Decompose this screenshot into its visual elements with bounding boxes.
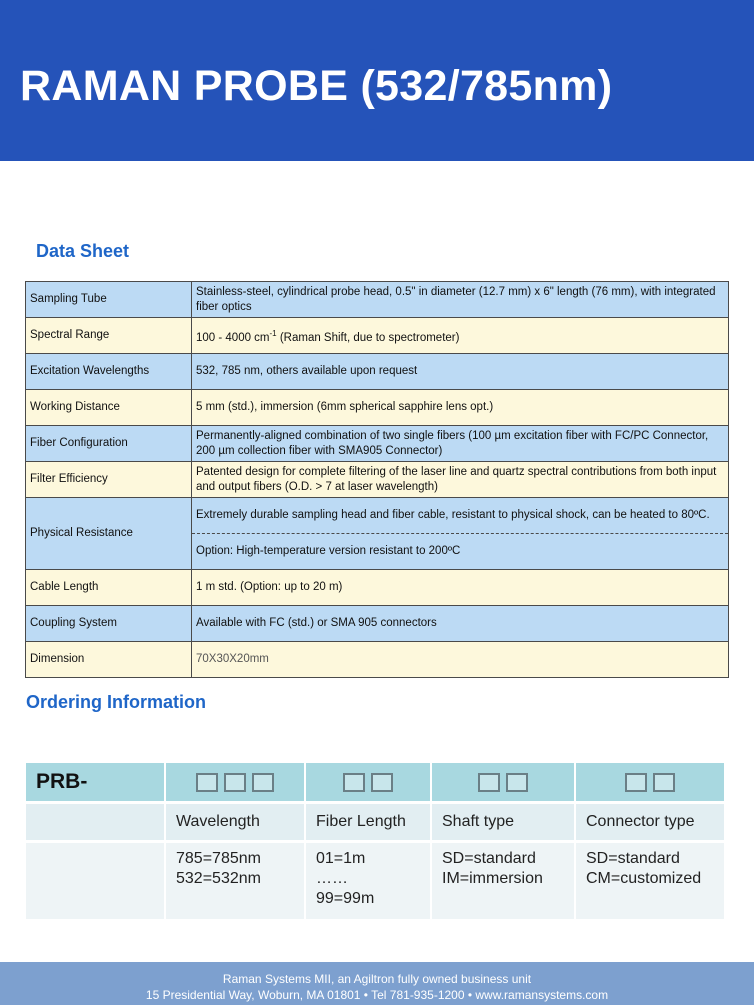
data-sheet-table bbox=[25, 281, 729, 678]
spec-label: Filter Efficiency bbox=[26, 462, 192, 498]
connector-type-options bbox=[576, 843, 724, 919]
spec-value: Stainless-steel, cylindrical probe head, 0.5" in diameter (12.7 mm) x 6" length (76 mm), with integrated fiber optics bbox=[192, 282, 729, 318]
spec-label: Cable Length bbox=[26, 570, 192, 606]
option-item: SD=standard bbox=[442, 850, 536, 867]
footer bbox=[0, 962, 754, 1005]
spec-value: 5 mm (std.), immersion (6mm spherical sapphire lens opt.) bbox=[192, 390, 729, 426]
wavelength-options bbox=[166, 843, 304, 919]
option-item: IM=immersion bbox=[442, 870, 543, 887]
fiber-length-options bbox=[306, 843, 430, 919]
column-name-wavelength: Wavelength bbox=[166, 804, 304, 840]
spec-label: Sampling Tube bbox=[26, 282, 192, 318]
spec-label: Dimension bbox=[26, 642, 192, 678]
spec-row-working-distance bbox=[26, 390, 729, 426]
fiber-length-code-boxes bbox=[306, 763, 430, 801]
column-name-shaft-type: Shaft type bbox=[432, 804, 574, 840]
header-banner bbox=[0, 0, 754, 161]
option-item: SD=standard bbox=[586, 850, 680, 867]
option-item: 532=532nm bbox=[176, 870, 261, 887]
spec-value: 70X30X20mm bbox=[192, 642, 729, 678]
spec-value: Extremely durable sampling head and fiber cable, resistant to physical shock, can be heated to 80ºC. bbox=[192, 498, 729, 534]
spec-label: Coupling System bbox=[26, 606, 192, 642]
spectral-range-prefix: 100 - 4000 cm bbox=[196, 331, 270, 344]
connector-type-code-boxes bbox=[576, 763, 724, 801]
option-item: …… bbox=[316, 870, 348, 887]
spec-row-excitation-wavelengths bbox=[26, 354, 729, 390]
option-item: CM=customized bbox=[586, 870, 702, 887]
ordering-table bbox=[24, 760, 726, 922]
wavelength-code-boxes bbox=[166, 763, 304, 801]
shaft-type-options bbox=[432, 843, 574, 919]
spec-value: Patented design for complete filtering of the laser line and quartz spectral contributions from both input and output fibers (O.D. > 7 at laser wavelength) bbox=[192, 462, 729, 498]
shaft-type-code-boxes bbox=[432, 763, 574, 801]
spec-value bbox=[192, 318, 729, 354]
option-item: 01=1m bbox=[316, 850, 366, 867]
spectral-range-suffix: (Raman Shift, due to spectrometer) bbox=[276, 331, 460, 344]
code-box bbox=[343, 773, 365, 792]
ordering-column-names-row bbox=[26, 804, 724, 840]
spec-label: Spectral Range bbox=[26, 318, 192, 354]
part-prefix-text: PRB- bbox=[36, 770, 88, 793]
code-box bbox=[252, 773, 274, 792]
spec-row-dimension bbox=[26, 642, 729, 678]
code-box bbox=[371, 773, 393, 792]
spec-row-coupling-system bbox=[26, 606, 729, 642]
code-box bbox=[653, 773, 675, 792]
spectral-range-superscript: -1 bbox=[269, 328, 277, 338]
spec-row-physical-resistance bbox=[26, 498, 729, 534]
ordering-information-heading: Ordering Information bbox=[26, 692, 206, 712]
code-box bbox=[625, 773, 647, 792]
spec-row-filter-efficiency bbox=[26, 462, 729, 498]
spec-value: 1 m std. (Option: up to 20 m) bbox=[192, 570, 729, 606]
spec-label: Working Distance bbox=[26, 390, 192, 426]
spec-value: Option: High-temperature version resistant to 200ºC bbox=[192, 534, 729, 570]
empty-cell bbox=[26, 804, 164, 840]
ordering-code-row bbox=[26, 763, 724, 801]
option-item: 785=785nm bbox=[176, 850, 261, 867]
code-box bbox=[224, 773, 246, 792]
code-box bbox=[478, 773, 500, 792]
part-prefix bbox=[26, 763, 164, 801]
code-box bbox=[196, 773, 218, 792]
spec-row-fiber-configuration bbox=[26, 426, 729, 462]
page-title: RAMAN PROBE (532/785nm) bbox=[20, 62, 613, 110]
spec-row-spectral-range bbox=[26, 318, 729, 354]
spec-row-sampling-tube bbox=[26, 282, 729, 318]
spec-value: 532, 785 nm, others available upon request bbox=[192, 354, 729, 390]
code-box bbox=[506, 773, 528, 792]
ordering-options-row bbox=[26, 843, 724, 919]
spec-label: Fiber Configuration bbox=[26, 426, 192, 462]
spec-row-cable-length bbox=[26, 570, 729, 606]
data-sheet-heading: Data Sheet bbox=[36, 241, 130, 261]
spec-value: Permanently-aligned combination of two single fibers (100 µm excitation fiber with FC/PC Connector, 200 µm collection fiber with SMA905 Connector) bbox=[192, 426, 729, 462]
spec-label: Excitation Wavelengths bbox=[26, 354, 192, 390]
footer-company-line: Raman Systems MII, an Agiltron fully owned business unit bbox=[222, 972, 532, 986]
spec-value: Available with FC (std.) or SMA 905 connectors bbox=[192, 606, 729, 642]
option-item: 99=99m bbox=[316, 890, 375, 907]
column-name-connector-type: Connector type bbox=[576, 804, 724, 840]
column-name-fiber-length: Fiber Length bbox=[306, 804, 430, 840]
empty-cell bbox=[26, 843, 164, 919]
footer-contact-line: 15 Presidential Way, Woburn, MA 01801 • Tel 781-935-1200 • www.ramansystems.com bbox=[145, 988, 609, 1002]
spec-label: Physical Resistance bbox=[26, 498, 192, 570]
